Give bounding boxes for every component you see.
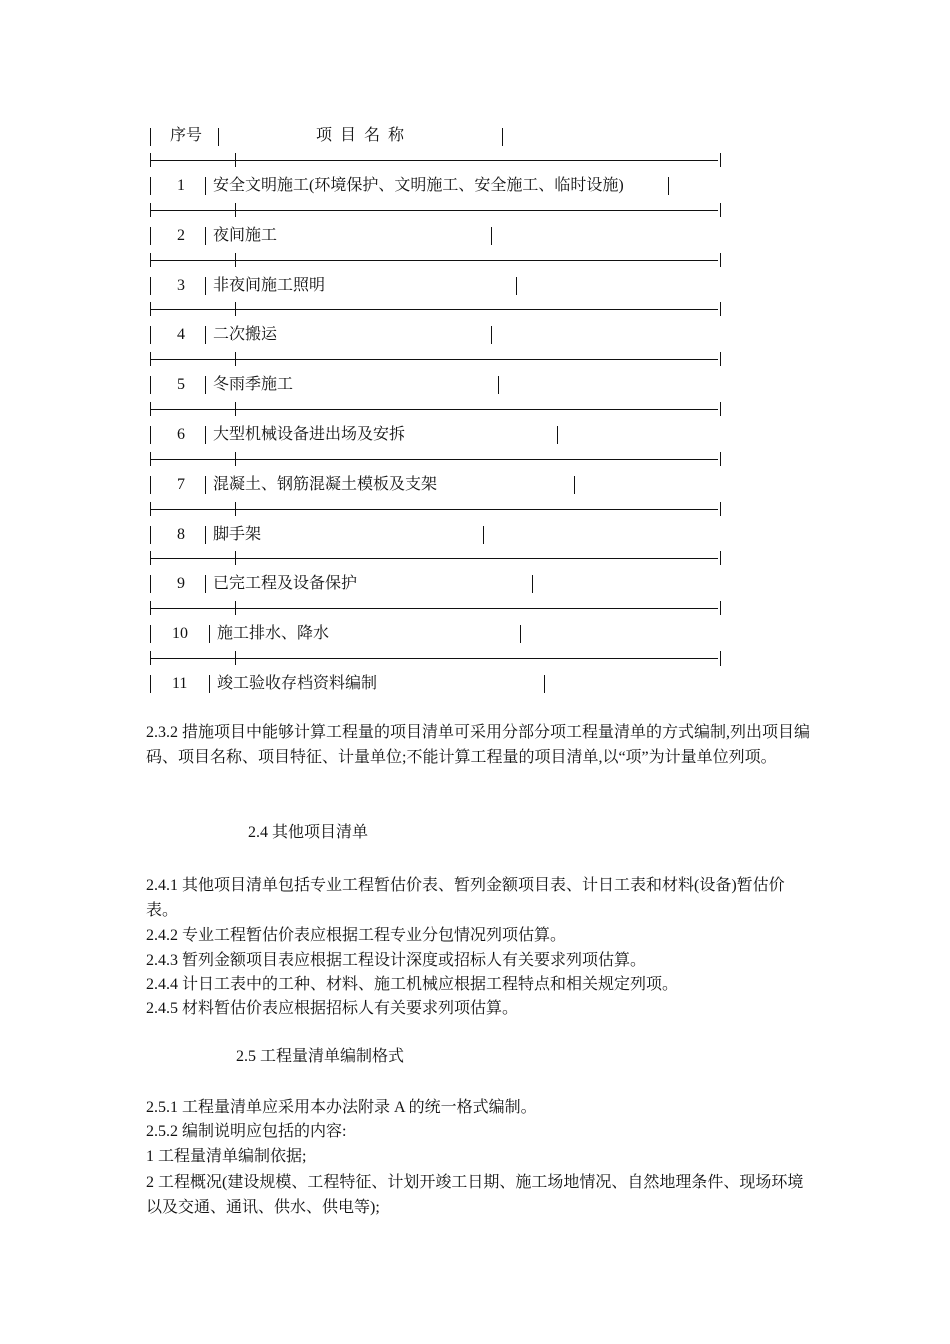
row-name: 夜间施工 [213, 226, 278, 244]
table-separator-tick [150, 153, 151, 167]
row-name: 二次搬运 [213, 326, 278, 344]
table-separator-tick [150, 402, 151, 416]
table-separator-tick [235, 402, 236, 416]
paragraph-2-5-1: 2.5.1 工程量清单应采用本办法附录 A 的统一格式编制。 [146, 1099, 537, 1116]
row-number: 10 [172, 625, 188, 643]
row-name: 已完工程及设备保护 [213, 575, 358, 593]
table-border [516, 277, 517, 295]
table-separator-tick [150, 253, 151, 267]
table-separator-tick [150, 203, 151, 217]
table-border [205, 526, 206, 544]
table-border [150, 128, 151, 146]
row-name: 非夜间施工照明 [213, 276, 326, 294]
paragraph-2-4-5: 2.4.5 材料暂估价表应根据招标人有关要求列项估算。 [146, 1000, 519, 1017]
list-item-1: 1 工程量清单编制依据; [146, 1148, 307, 1165]
table-separator-tick [720, 652, 721, 666]
table-separator-tick [150, 551, 151, 565]
table-separator-tick [720, 203, 721, 217]
row-number: 3 [177, 276, 185, 294]
table-separator-tick [235, 153, 236, 167]
table-separator-tick [235, 502, 236, 516]
table-border [532, 575, 533, 593]
table-border [150, 277, 151, 295]
row-name: 混凝土、钢筋混凝土模板及支架 [213, 475, 438, 493]
table-separator-tick [720, 302, 721, 316]
table-separator-tick [720, 253, 721, 267]
table-separator-tick [235, 651, 236, 665]
table-border [491, 326, 492, 344]
table-separator-tick [235, 352, 236, 366]
table-separator-tick [720, 502, 721, 516]
table-border [150, 526, 151, 544]
table-border [205, 227, 206, 245]
table-separator-tick [150, 452, 151, 466]
table-separator-tick [150, 651, 151, 665]
table-border [150, 376, 151, 394]
row-name: 大型机械设备进出场及安拆 [213, 426, 406, 443]
paragraph-2-4-1: 2.4.1 其他项目清单包括专业工程暂估价表、暂列金额项目表、计日工表和材料(设备)暂估价表。 [146, 877, 785, 919]
table-border [150, 177, 151, 195]
table-border [150, 326, 151, 344]
table-border [483, 526, 484, 544]
table-border [150, 426, 151, 444]
table-border [150, 575, 151, 593]
table-border [205, 277, 206, 295]
paragraph-2-5-2: 2.5.2 编制说明应包括的内容: [146, 1123, 347, 1140]
table-separator-tick [235, 203, 236, 217]
table-separator-tick [720, 153, 721, 167]
table-border [544, 675, 545, 693]
table-border [205, 376, 206, 394]
row-number: 9 [177, 575, 185, 593]
table-border [205, 426, 206, 444]
row-name: 安全文明施工(环境保护、文明施工、安全施工、临时设施) [213, 177, 624, 194]
row-number: 7 [177, 475, 185, 493]
row-number: 1 [177, 177, 185, 194]
table-separator-tick [150, 502, 151, 516]
table-separator-tick [235, 253, 236, 267]
table-border [205, 326, 206, 344]
row-name: 施工排水、降水 [217, 625, 330, 643]
row-number: 8 [177, 525, 185, 543]
table-separator-tick [150, 601, 151, 615]
paragraph-2-4-4: 2.4.4 计日工表中的工种、材料、施工机械应根据工程特点和相关规定列项。 [146, 976, 679, 993]
table-border [205, 575, 206, 593]
table-border [502, 128, 503, 146]
row-name: 冬雨季施工 [213, 376, 294, 394]
table-separator-tick [720, 402, 721, 416]
table-border [150, 476, 151, 494]
paragraph-2-4-3: 2.4.3 暂列金额项目表应根据工程设计深度或招标人有关要求列项估算。 [146, 952, 647, 969]
table-border [205, 476, 206, 494]
table-separator-tick [235, 302, 236, 316]
list-item-2: 2 工程概况(建设规模、工程特征、计划开竣工日期、施工场地情况、自然地理条件、现场环境以及交通、通讯、供水、供电等); [146, 1174, 804, 1216]
paragraph-2-4-2: 2.4.2 专业工程暂估价表应根据工程专业分包情况列项估算。 [146, 927, 567, 944]
table-border [209, 675, 210, 693]
table-separator-tick [150, 352, 151, 366]
table-separator-tick [720, 352, 721, 366]
section-heading-2-4: 2.4 其他项目清单 [248, 824, 369, 841]
table-border [150, 227, 151, 245]
table-separator-tick [235, 452, 236, 466]
table-border [520, 625, 521, 643]
header-no: 序号 [170, 127, 203, 144]
table-separator-tick [720, 601, 721, 615]
table-border [668, 177, 669, 195]
table-border [498, 376, 499, 394]
row-name: 脚手架 [213, 525, 262, 543]
row-number: 4 [177, 326, 185, 344]
row-number: 11 [172, 675, 188, 692]
row-name: 竣工验收存档资料编制 [217, 675, 378, 692]
header-name: 项 目 名 称 [316, 127, 407, 144]
table-border [209, 625, 210, 643]
table-border [150, 675, 151, 693]
table-separator-tick [235, 551, 236, 565]
section-heading-2-5: 2.5 工程量清单编制格式 [236, 1048, 405, 1065]
table-separator-tick [720, 551, 721, 565]
table-border [218, 128, 219, 146]
table-separator-tick [235, 601, 236, 615]
table-separator-tick [720, 452, 721, 466]
table-border [491, 227, 492, 245]
table-border [557, 426, 558, 444]
table-border [205, 177, 206, 195]
table-border [574, 476, 575, 494]
row-number: 2 [177, 226, 185, 244]
paragraph-2-3-2: 2.3.2 措施项目中能够计算工程量的项目清单可采用分部分项工程量清单的方式编制,列出项目编码、项目名称、项目特征、计量单位;不能计算工程量的项目清单,以“项”为计量单位列项。 [146, 724, 811, 766]
row-number: 5 [177, 376, 185, 394]
row-number: 6 [177, 426, 185, 443]
table-separator-tick [150, 302, 151, 316]
table-border [150, 625, 151, 643]
